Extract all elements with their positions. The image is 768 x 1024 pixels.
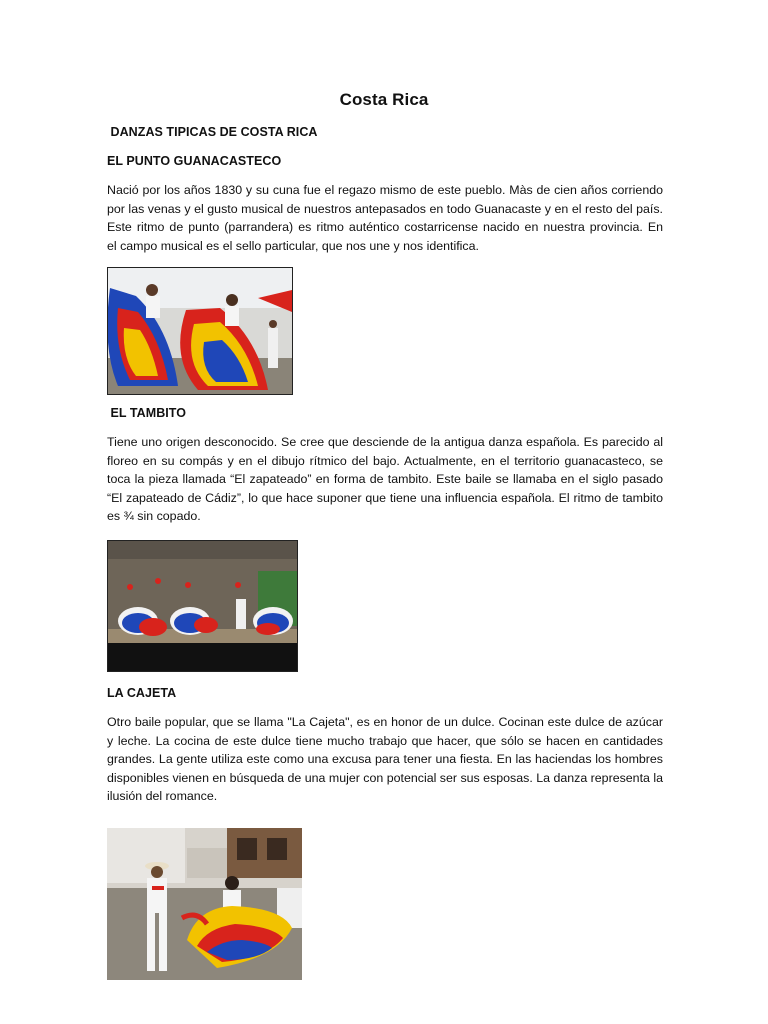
paragraph-line: por las venas y el gusto musical de nuestros antepasados en todo Guanacaste y en el resto del país. bbox=[107, 201, 663, 216]
paragraph-line: el campo musical es el sello particular, que nos une y nos identifica. bbox=[107, 238, 479, 253]
paragraph-line: floreo en su compás y en el dibujo rítmico del bajo. Actualmente, en el territorio guanacasteco, se bbox=[107, 453, 663, 468]
section-heading-cajeta: LA CAJETA bbox=[107, 686, 177, 700]
paragraph-line: Otro baile popular, que se llama "La Cajeta", es en honor de un dulce. Cocinan este dulce de azúcar bbox=[107, 715, 663, 729]
section-paragraph-cajeta bbox=[107, 713, 663, 806]
photo-punto-guanacasteco bbox=[107, 267, 293, 395]
paragraph-line: Este ritmo de punto (parrandera) es ritmo auténtico costarricense nacido en nuestra provincia. En bbox=[107, 220, 663, 235]
paragraph-line: disponibles vienen en búsqueda de una mujer con potencial ser sus esposas. La danza representa la bbox=[107, 770, 663, 785]
paragraph-line: Nació por los años 1830 y su cuna fue el regazo mismo de este pueblo. Màs de cien años corriendo bbox=[107, 183, 663, 197]
main-heading: DANZAS TIPICAS DE COSTA RICA bbox=[107, 125, 318, 139]
paragraph-line: y leche. La cocina de este dulce tiene mucho trabajo que hacer, que sólo se hacen en cantidades bbox=[107, 733, 663, 748]
section-heading-punto: EL PUNTO GUANACASTECO bbox=[107, 154, 282, 168]
paragraph-line: Tiene uno origen desconocido. Se cree que desciende de la antigua danza española. Es parecido al bbox=[107, 435, 663, 449]
photo-la-cajeta bbox=[107, 828, 302, 980]
paragraph-line: “El zapateado de Cádiz”, lo que hace suponer que tiene una influencia española. El ritmo de tambito bbox=[107, 490, 663, 505]
section-paragraph-tambito bbox=[107, 433, 663, 526]
section-heading-tambito: EL TAMBITO bbox=[107, 406, 187, 420]
photo-el-tambito bbox=[107, 540, 298, 672]
paragraph-line: grandes. La gente utiliza este como una excusa para tener una fiesta. En las haciendas los hombres bbox=[107, 752, 663, 767]
paragraph-line: toca la pieza llamada “El zapateado” en forma de tambito. Este baile se llamaba en el siglo pasado bbox=[107, 472, 663, 487]
paragraph-line: ilusión del romance. bbox=[107, 789, 218, 804]
section-paragraph-punto bbox=[107, 181, 663, 255]
paragraph-line: es ¾ sin copado. bbox=[107, 509, 201, 524]
page-title: Costa Rica bbox=[339, 90, 429, 109]
